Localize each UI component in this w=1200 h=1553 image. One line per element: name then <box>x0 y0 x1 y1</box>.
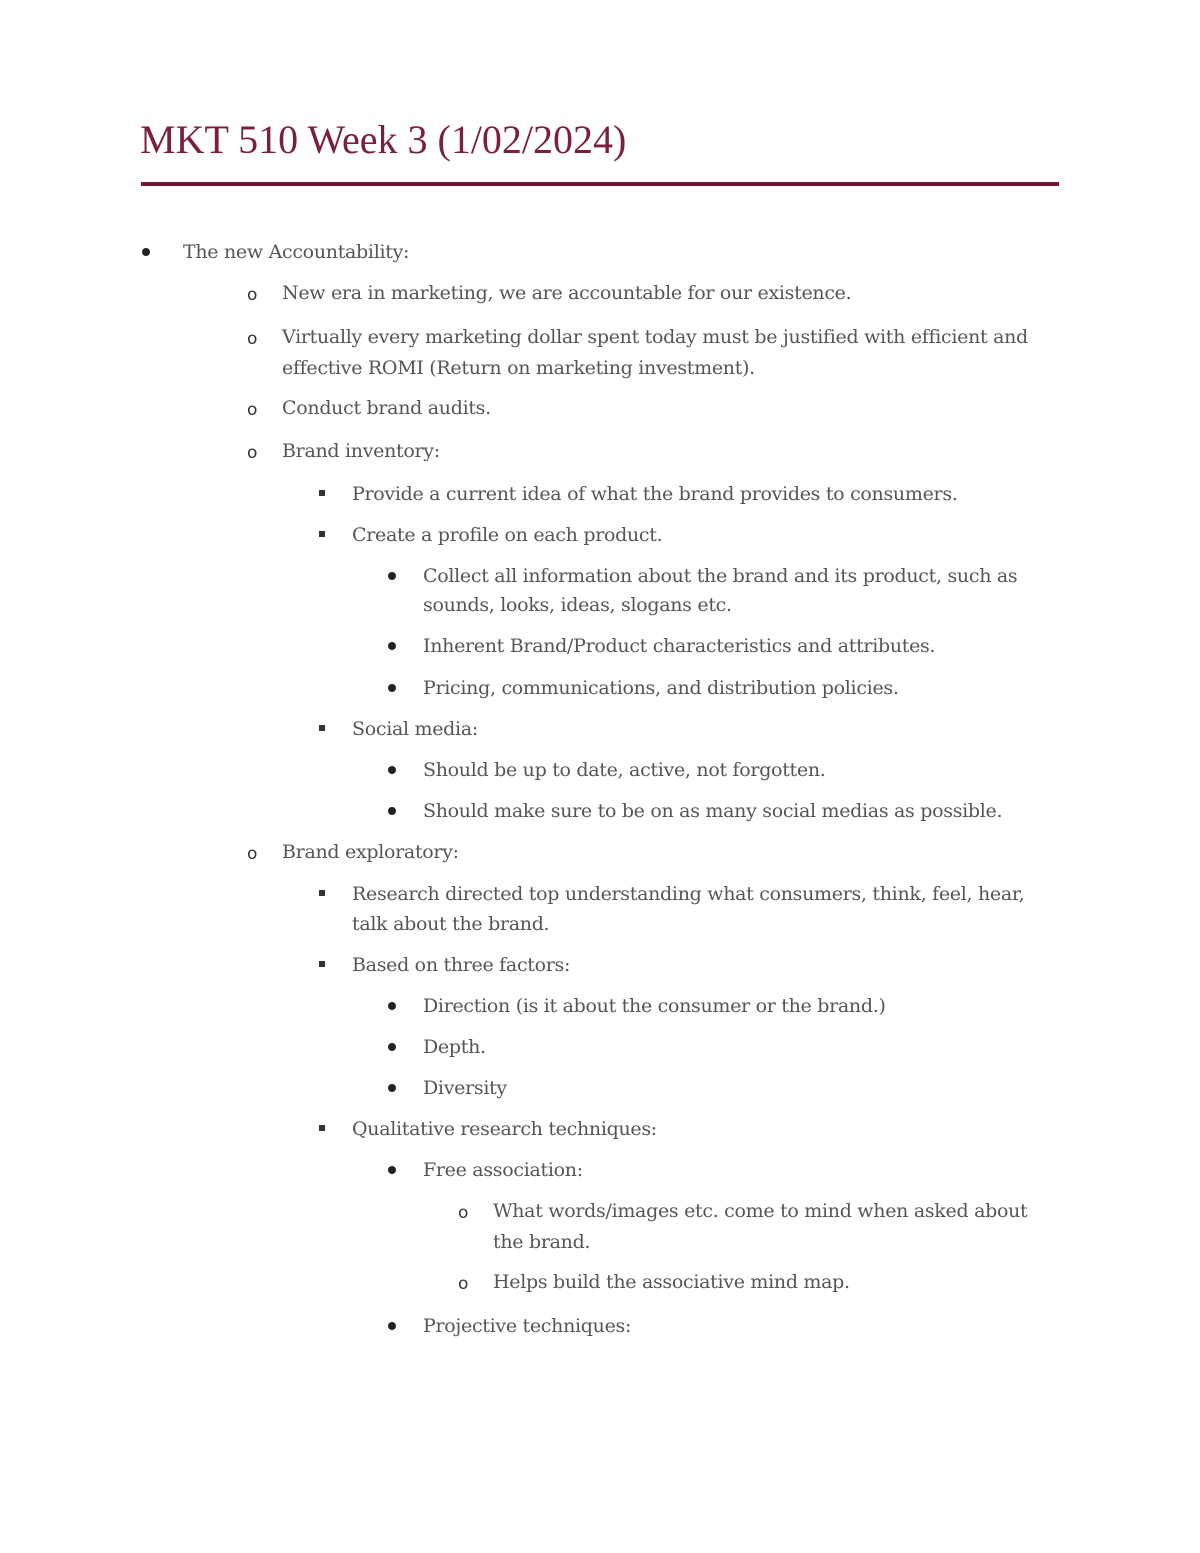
bullet-square-icon <box>319 531 325 537</box>
list-item: Conduct brand audits. <box>282 397 491 419</box>
list-item: Should make sure to be on as many social medias as possible. <box>423 800 1003 822</box>
list-item: Projective techniques: <box>423 1315 632 1337</box>
bullet-disc-icon <box>388 642 396 650</box>
bullet-circle-icon: o <box>458 1274 469 1294</box>
list-item: Collect all information about the brand and its product, such as <box>423 565 1018 587</box>
list-item-continuation: effective ROMI (Return on marketing investment). <box>282 357 755 379</box>
bullet-circle-icon: o <box>247 329 258 349</box>
list-item: Direction (is it about the consumer or the brand.) <box>423 995 886 1017</box>
list-item: New era in marketing, we are accountable for our existence. <box>282 282 852 304</box>
bullet-square-icon <box>319 725 325 731</box>
bullet-square-icon <box>319 490 325 496</box>
bullet-disc-icon <box>388 1166 396 1174</box>
list-item: Depth. <box>423 1036 486 1058</box>
list-item: Pricing, communications, and distribution policies. <box>423 677 899 699</box>
bullet-disc-icon <box>388 807 396 815</box>
list-item: The new Accountability: <box>183 241 410 263</box>
list-item: Brand inventory: <box>282 440 440 462</box>
bullet-disc-icon <box>388 1322 396 1330</box>
list-item: Research directed top understanding what consumers, think, feel, hear, <box>352 883 1025 905</box>
bullet-disc-icon <box>388 572 396 580</box>
list-item: Brand exploratory: <box>282 841 459 863</box>
list-item: Create a profile on each product. <box>352 524 663 546</box>
list-item: Social media: <box>352 718 478 740</box>
bullet-circle-icon: o <box>247 443 258 463</box>
list-item: Diversity <box>423 1077 507 1099</box>
bullet-disc-icon <box>388 766 396 774</box>
list-item: Qualitative research techniques: <box>352 1118 657 1140</box>
list-item: Provide a current idea of what the brand provides to consumers. <box>352 483 958 505</box>
bullet-circle-icon: o <box>247 285 258 305</box>
list-item-continuation: talk about the brand. <box>352 913 550 935</box>
list-item-continuation: the brand. <box>493 1231 591 1253</box>
bullet-disc-icon <box>388 1084 396 1092</box>
page-title: MKT 510 Week 3 (1/02/2024) <box>140 117 627 162</box>
bullet-circle-icon: o <box>458 1203 469 1223</box>
list-item: Virtually every marketing dollar spent today must be justified with efficient and <box>282 326 1028 348</box>
bullet-disc-icon <box>388 1043 396 1051</box>
bullet-square-icon <box>319 890 325 896</box>
list-item: Inherent Brand/Product characteristics and attributes. <box>423 635 936 657</box>
list-item: Helps build the associative mind map. <box>493 1271 850 1293</box>
bullet-disc-icon <box>388 1002 396 1010</box>
list-item: Should be up to date, active, not forgotten. <box>423 759 826 781</box>
bullet-disc-icon <box>388 684 396 692</box>
list-item: Based on three factors: <box>352 954 571 976</box>
bullet-square-icon <box>319 961 325 967</box>
list-item-continuation: sounds, looks, ideas, slogans etc. <box>423 594 732 616</box>
title-divider <box>141 182 1059 186</box>
bullet-square-icon <box>319 1125 325 1131</box>
bullet-circle-icon: o <box>247 844 258 864</box>
bullet-circle-icon: o <box>247 400 258 420</box>
bullet-disc-icon <box>142 248 150 256</box>
list-item: What words/images etc. come to mind when asked about <box>493 1200 1028 1222</box>
list-item: Free association: <box>423 1159 583 1181</box>
